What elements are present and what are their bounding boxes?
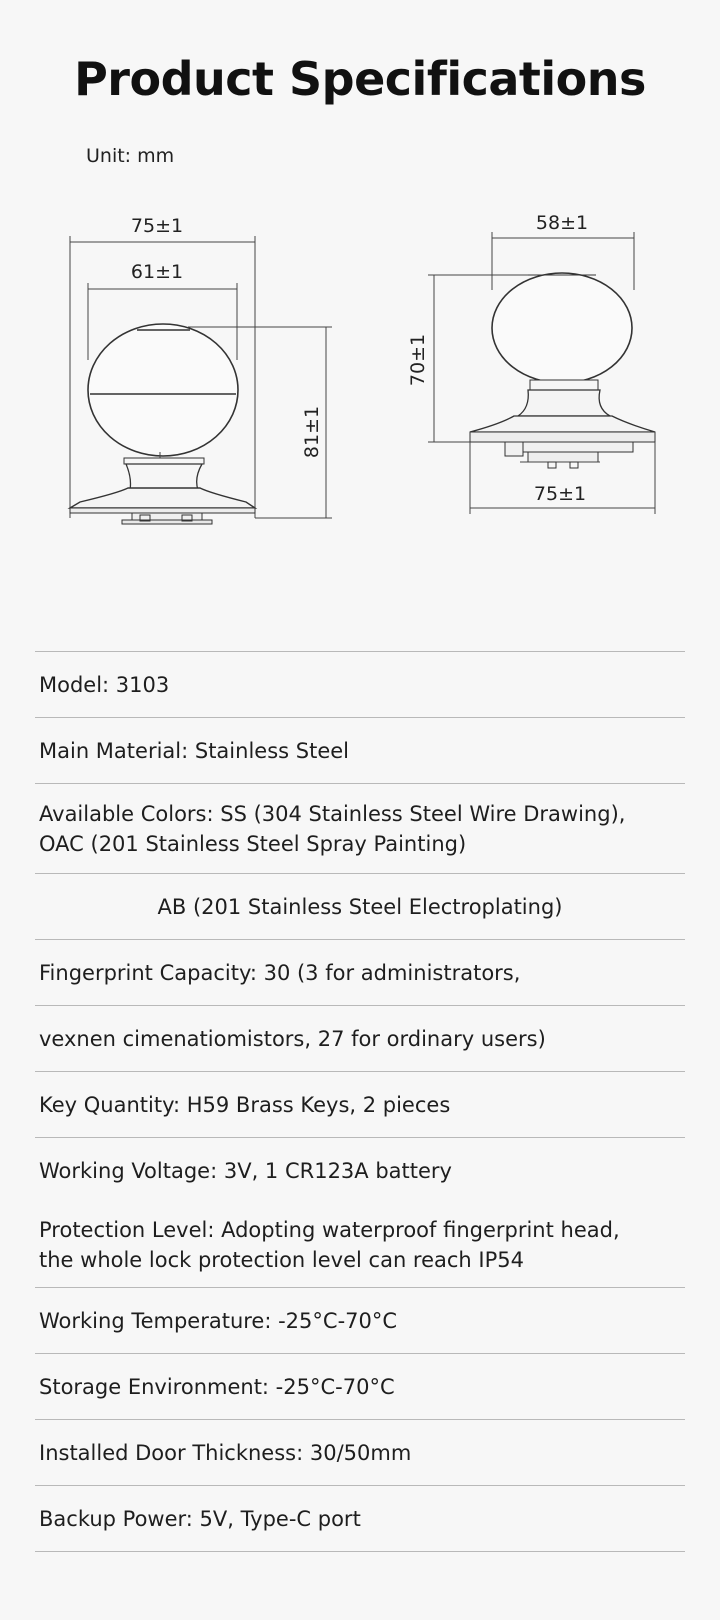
- spec-text: AB (201 Stainless Steel Electroplating): [157, 894, 563, 919]
- spec-text: Fingerprint Capacity: 30 (3 for administrators,: [39, 960, 521, 985]
- spec-fingerprint: [35, 939, 685, 1005]
- spec-storage: [35, 1353, 685, 1419]
- spec-keys: [35, 1071, 685, 1137]
- spec-text: Working Voltage: 3V, 1 CR123A battery: [39, 1158, 452, 1183]
- spec-text: Installed Door Thickness: 30/50mm: [39, 1440, 412, 1465]
- front-knob-width-label: 61±1: [130, 261, 184, 283]
- spec-text: Storage Environment: -25°C-70°C: [39, 1374, 395, 1399]
- page-title: Product Specifications: [74, 52, 646, 106]
- unit-label: Unit: mm: [86, 145, 175, 167]
- front-width-label: 75±1: [130, 215, 184, 237]
- spec-working-temp: [35, 1287, 685, 1353]
- spec-text: Key Quantity: H59 Brass Keys, 2 pieces: [39, 1092, 451, 1117]
- spec-material: [35, 717, 685, 783]
- spec-list: [35, 651, 685, 1552]
- spec-fingerprint-cont: [35, 1005, 685, 1071]
- spec-text-line1: Available Colors: SS (304 Stainless Steel Wire Drawing),: [39, 801, 626, 826]
- technical-drawing: [0, 200, 720, 560]
- spec-door-thickness: [35, 1419, 685, 1485]
- spec-voltage: [35, 1137, 685, 1203]
- front-height-label: 81±1: [301, 405, 323, 459]
- spec-text: Backup Power: 5V, Type-C port: [39, 1506, 361, 1531]
- spec-colors-ab: [35, 873, 685, 939]
- spec-text: vexnen cimenatiomistors, 27 for ordinary users): [39, 1026, 546, 1051]
- spec-backup-power: [35, 1485, 685, 1552]
- spec-text: Main Material: Stainless Steel: [39, 738, 349, 763]
- spec-text-line2: OAC (201 Stainless Steel Spray Painting): [39, 831, 467, 856]
- side-base-width-label: 75±1: [533, 483, 587, 505]
- side-height-label: 70±1: [407, 333, 429, 387]
- spec-text-line2: the whole lock protection level can reach IP54: [39, 1248, 524, 1272]
- spec-protection: [35, 1203, 685, 1287]
- spec-text: Model: 3103: [39, 672, 170, 697]
- spec-text-line1: Protection Level: Adopting waterproof fingerprint head,: [39, 1218, 620, 1242]
- spec-model: [35, 651, 685, 717]
- side-knob-width-label: 58±1: [535, 212, 589, 234]
- spec-colors: [35, 783, 685, 873]
- spec-text: Working Temperature: -25°C-70°C: [39, 1308, 398, 1333]
- side-view-drawing: [428, 232, 655, 514]
- front-view-drawing: [70, 236, 332, 524]
